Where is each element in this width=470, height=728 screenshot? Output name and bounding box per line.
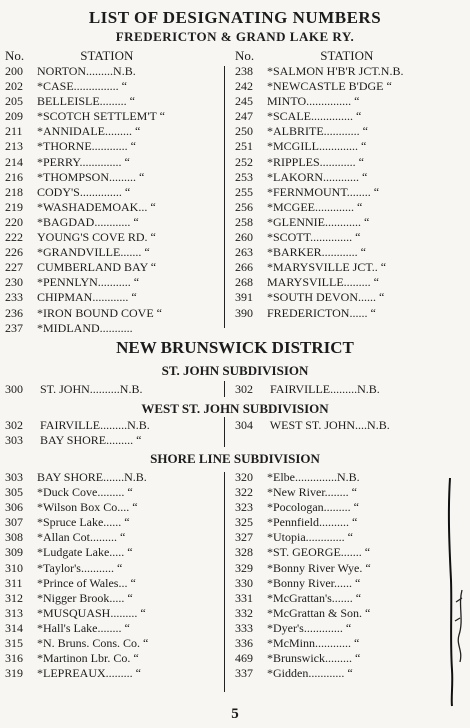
station-number: 213	[5, 139, 23, 154]
station-number: 302	[5, 418, 23, 432]
station-row	[5, 591, 148, 606]
station-name: *McGrattan & Son. “	[267, 605, 371, 620]
station-name: BAY SHORE.......N.B.	[37, 470, 147, 484]
station-number: 331	[235, 590, 253, 605]
station-number: 332	[235, 605, 253, 620]
station-row	[235, 200, 403, 215]
station-name: *SOUTH DEVON...... “	[267, 290, 385, 305]
station-name: *SCOTCH SETTLEM'T “	[37, 109, 165, 124]
station-row	[235, 155, 403, 170]
stjohn-subdivision-title: ST. JOHN SUBDIVISION	[161, 363, 309, 378]
station-number: 245	[235, 94, 253, 109]
station-row	[5, 215, 165, 230]
station-name: *Allan Cot......... “	[37, 530, 126, 545]
station-number: 226	[5, 245, 23, 260]
station-row	[235, 485, 371, 500]
station-name: *MCGEE............. “	[267, 199, 363, 214]
station-row	[235, 651, 371, 666]
station-number: 268	[235, 275, 253, 290]
station-name: *WASHADEMOAK... “	[37, 199, 156, 214]
station-name: *Taylor's........... “	[37, 560, 123, 575]
station-row	[5, 124, 165, 139]
station-name: *IRON BOUND COVE “	[37, 305, 162, 320]
station-name: *Ludgate Lake..... “	[37, 545, 133, 560]
station-header: STATION	[320, 48, 374, 63]
station-number: 307	[5, 515, 23, 530]
station-number: 323	[235, 500, 253, 515]
fgl-left-list	[5, 64, 165, 336]
station-number: 258	[235, 214, 253, 229]
station-number: 308	[5, 530, 23, 545]
station-number: 302	[235, 382, 253, 396]
station-name: *Wilson Box Co.... “	[37, 500, 138, 515]
shore-right-list	[235, 470, 371, 681]
station-name: FREDERICTON...... “	[267, 305, 376, 320]
station-number: 310	[5, 560, 23, 575]
station-row	[235, 215, 403, 230]
station-name: *GLENNIE............ “	[267, 214, 370, 229]
station-name: *Utopia............. “	[267, 530, 353, 545]
station-number: 300	[5, 382, 23, 396]
station-number: 255	[235, 184, 253, 199]
station-row	[5, 321, 165, 336]
station-name: *PERRY.............. “	[37, 154, 130, 169]
station-number: 319	[5, 666, 23, 681]
station-name: *McGrattan's....... “	[267, 590, 362, 605]
station-name: BAY SHORE......... “	[40, 433, 142, 447]
station-number: 233	[5, 290, 23, 305]
station-number: 333	[235, 620, 253, 635]
handwritten-signature	[438, 470, 468, 710]
station-name: *NEWCASTLE B'DGE “	[267, 79, 392, 94]
station-number: 309	[5, 545, 23, 560]
left-column-header	[5, 48, 133, 64]
station-number: 391	[235, 290, 253, 305]
station-number: 325	[235, 515, 253, 530]
stjohn-right-entry	[235, 382, 380, 397]
station-row	[5, 94, 165, 109]
station-row	[5, 290, 165, 305]
station-name: *Gidden............ “	[267, 666, 353, 681]
station-row	[5, 621, 148, 636]
station-row	[5, 275, 165, 290]
station-number: 322	[235, 485, 253, 500]
station-number: 303	[5, 433, 23, 447]
station-row	[235, 185, 403, 200]
fgl-right-list	[235, 64, 403, 321]
station-name: *BARKER............ “	[267, 245, 366, 260]
station-number: 316	[5, 651, 23, 666]
station-name: *Spruce Lake...... “	[37, 515, 130, 530]
station-name: *THOMPSON......... “	[37, 169, 145, 184]
station-number: 329	[235, 560, 253, 575]
station-number: 242	[235, 79, 253, 94]
station-number: 216	[5, 169, 23, 184]
station-row	[5, 666, 148, 681]
station-row	[235, 606, 371, 621]
station-name: *Dyer's............. “	[267, 620, 352, 635]
station-row	[235, 530, 371, 545]
station-row	[5, 530, 148, 545]
page-number: 5	[231, 706, 239, 722]
station-name: *GRANDVILLE....... “	[37, 245, 150, 260]
weststjohn-row	[5, 433, 141, 448]
station-name: FAIRVILLE.........N.B.	[270, 382, 380, 396]
station-name: *LAKORN............ “	[267, 169, 368, 184]
station-name: *ANNIDALE......... “	[37, 124, 141, 139]
station-row	[5, 636, 148, 651]
no-header: No.	[5, 48, 25, 63]
station-row	[235, 124, 403, 139]
station-name: *ST. GEORGE....... “	[267, 545, 371, 560]
station-name: *SALMON H'B'R JCT.N.B.	[267, 64, 404, 78]
station-name: MARYSVILLE......... “	[267, 275, 379, 290]
station-name: CUMBERLAND BAY “	[37, 260, 157, 275]
station-number: 327	[235, 530, 253, 545]
station-row	[5, 230, 165, 245]
station-name: *PENNLYN........... “	[37, 275, 140, 290]
station-name: *New River........ “	[267, 485, 357, 500]
station-number: 320	[235, 470, 253, 484]
station-row	[5, 500, 148, 515]
station-name: *N. Bruns. Cons. Co. “	[37, 636, 149, 651]
weststjohn-subdivision-title: WEST ST. JOHN SUBDIVISION	[141, 401, 329, 416]
station-number: 202	[5, 79, 23, 94]
station-row	[5, 470, 148, 485]
station-row	[235, 79, 403, 94]
station-name: CODY'S.............. “	[37, 184, 131, 199]
station-name: *Brunswick......... “	[267, 651, 361, 666]
station-number: 251	[235, 139, 253, 154]
right-column-header	[235, 48, 373, 64]
weststjohn-row	[5, 418, 150, 433]
station-name: *Martinon Lbr. Co. “	[37, 651, 139, 666]
station-number: 209	[5, 109, 23, 124]
station-name: BELLEISLE......... “	[37, 94, 135, 109]
station-row	[5, 200, 165, 215]
station-name: FAIRVILLE.........N.B.	[40, 418, 150, 432]
station-row	[235, 470, 371, 485]
station-row	[235, 666, 371, 681]
station-name: *McMinn............ “	[267, 636, 360, 651]
station-name: ST. JOHN..........N.B.	[40, 382, 143, 396]
station-row	[5, 109, 165, 124]
station-name: *Bonny River Wye. “	[267, 560, 371, 575]
station-row	[5, 64, 165, 79]
station-number: 256	[235, 199, 253, 214]
station-number: 205	[5, 94, 23, 109]
station-row	[235, 64, 403, 79]
station-row	[5, 185, 165, 200]
station-number: 330	[235, 575, 253, 590]
district-title: NEW BRUNSWICK DISTRICT	[116, 338, 354, 357]
station-number: 230	[5, 275, 23, 290]
station-number: 311	[5, 575, 23, 590]
station-name: *MIDLAND...........	[37, 320, 133, 335]
station-row	[5, 485, 148, 500]
station-row	[235, 576, 371, 591]
station-name: *THORNE............ “	[37, 139, 136, 154]
station-row	[5, 260, 165, 275]
station-row	[235, 545, 371, 560]
station-row	[235, 260, 403, 275]
station-number: 303	[5, 470, 23, 484]
station-number: 304	[235, 418, 253, 432]
station-name: *FERNMOUNT........ “	[267, 184, 380, 199]
station-name: MINTO............... “	[267, 94, 360, 109]
station-number: 305	[5, 485, 23, 500]
station-number: 227	[5, 260, 23, 275]
station-name: NORTON.........N.B.	[37, 64, 136, 78]
station-number: 260	[235, 230, 253, 245]
station-row	[5, 306, 165, 321]
shore-subdivision-title: SHORE LINE SUBDIVISION	[150, 451, 320, 466]
station-number: 469	[235, 651, 253, 666]
station-number: 222	[5, 230, 23, 245]
station-number: 250	[235, 124, 253, 139]
station-name: YOUNG'S COVE RD. “	[37, 230, 156, 245]
station-name: *RIPPLES............ “	[267, 154, 365, 169]
station-row	[235, 515, 371, 530]
station-number: 314	[5, 620, 23, 635]
station-row	[235, 245, 403, 260]
station-number: 263	[235, 245, 253, 260]
railway-subtitle: FREDERICTON & GRAND LAKE RY.	[115, 29, 355, 44]
no-header: No.	[235, 48, 255, 63]
station-name: *Pennfield.......... “	[267, 515, 358, 530]
station-name: *LEPREAUX......... “	[37, 666, 141, 681]
station-name: *MARYSVILLE JCT.. “	[267, 260, 387, 275]
station-number: 211	[5, 124, 23, 139]
station-row	[235, 290, 403, 305]
weststjohn-row-right	[235, 418, 390, 433]
station-row	[5, 561, 148, 576]
station-number: 220	[5, 214, 23, 229]
column-divider	[224, 66, 225, 328]
station-number: 214	[5, 154, 23, 169]
station-row	[235, 94, 403, 109]
column-divider	[224, 381, 225, 397]
station-name: *Nigger Brook..... “	[37, 590, 133, 605]
station-number: 238	[235, 64, 253, 78]
station-name: *SCOTT.............. “	[267, 230, 361, 245]
station-number: 313	[5, 605, 23, 620]
station-number: 252	[235, 154, 253, 169]
shore-left-list	[5, 470, 148, 681]
station-name: *MUSQUASH......... “	[37, 605, 146, 620]
station-row	[235, 139, 403, 154]
page-title: LIST OF DESIGNATING NUMBERS	[88, 8, 382, 27]
station-row	[5, 576, 148, 591]
station-row	[235, 109, 403, 124]
station-row	[235, 636, 371, 651]
station-number: 200	[5, 64, 23, 78]
station-row	[5, 170, 165, 185]
station-number: 336	[235, 636, 253, 651]
stjohn-left-entry	[5, 382, 142, 397]
station-row	[5, 606, 148, 621]
station-number: 312	[5, 590, 23, 605]
station-number: 218	[5, 184, 23, 199]
column-divider	[224, 472, 225, 692]
station-name: CHIPMAN............ “	[37, 290, 137, 305]
station-row	[235, 561, 371, 576]
station-name: *CASE............... “	[37, 79, 127, 94]
station-row	[5, 155, 165, 170]
station-name: *Hall's Lake........ “	[37, 620, 130, 635]
station-number: 237	[5, 320, 23, 335]
station-number: 266	[235, 260, 253, 275]
station-name: *Duck Cove......... “	[37, 485, 133, 500]
station-number: 390	[235, 305, 253, 320]
station-row	[5, 515, 148, 530]
station-number: 337	[235, 666, 253, 681]
station-row	[235, 591, 371, 606]
station-number: 306	[5, 500, 23, 515]
station-header: STATION	[80, 48, 134, 63]
station-name: *SCALE.............. “	[267, 109, 362, 124]
station-row	[235, 275, 403, 290]
column-divider	[224, 417, 225, 447]
station-row	[5, 79, 165, 94]
station-row	[5, 651, 148, 666]
station-number: 236	[5, 305, 23, 320]
station-row	[5, 139, 165, 154]
station-row	[5, 545, 148, 560]
station-name: *Prince of Wales... “	[37, 575, 136, 590]
station-name: *ALBRITE............ “	[267, 124, 368, 139]
station-number: 328	[235, 545, 253, 560]
station-number: 315	[5, 636, 23, 651]
station-name: *Bonny River...... “	[267, 575, 361, 590]
station-number: 219	[5, 199, 23, 214]
station-number: 253	[235, 169, 253, 184]
station-row	[235, 306, 403, 321]
station-name: *Pocologan......... “	[267, 500, 359, 515]
station-row	[235, 500, 371, 515]
station-row	[235, 170, 403, 185]
station-name: *BAGDAD............ “	[37, 214, 139, 229]
station-row	[235, 230, 403, 245]
station-name: WEST ST. JOHN....N.B.	[269, 418, 390, 432]
station-name: *MCGILL............. “	[267, 139, 367, 154]
station-row	[235, 621, 371, 636]
station-number: 247	[235, 109, 253, 124]
station-name: *Elbe..............N.B.	[267, 470, 360, 484]
station-row	[5, 245, 165, 260]
